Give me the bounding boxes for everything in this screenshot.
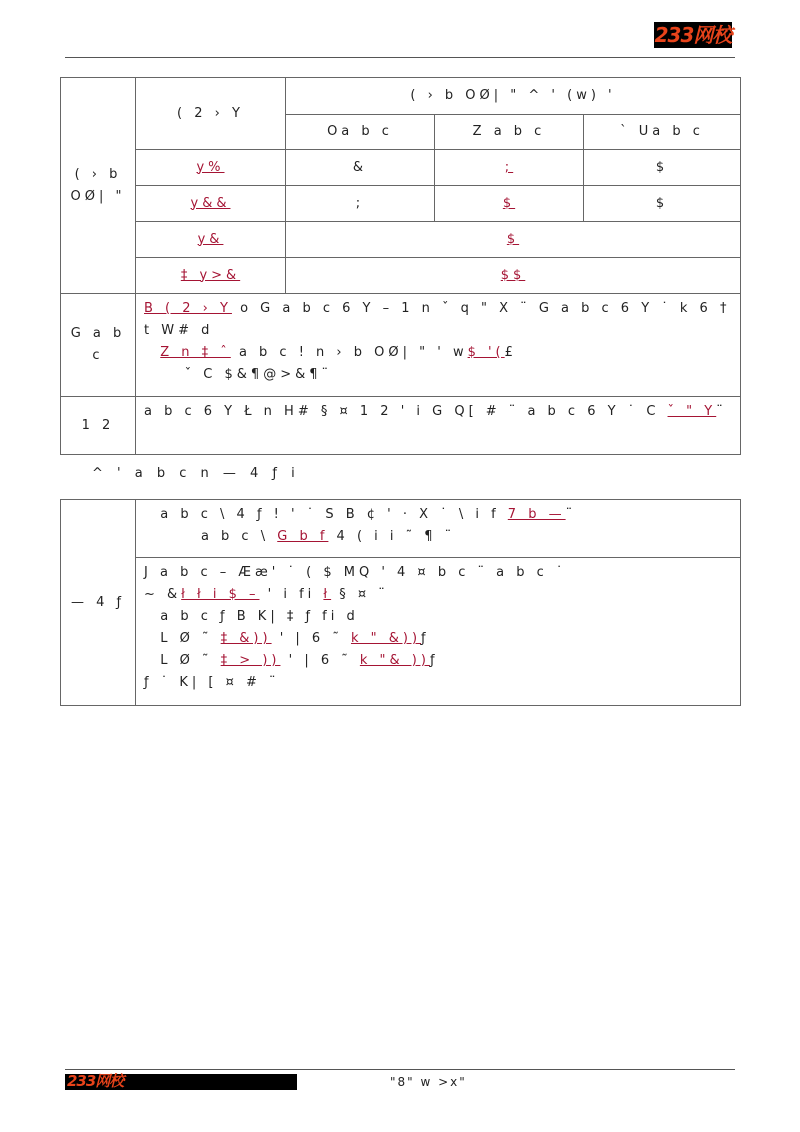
cell: $ xyxy=(435,186,584,222)
cell: $ xyxy=(584,186,741,222)
sub-header: Z a b c xyxy=(435,115,584,150)
row-label: y&& xyxy=(136,186,286,222)
sub-header: ` Ua b c xyxy=(584,115,741,150)
sub-header: Oa b c xyxy=(286,115,435,150)
row-header: G a b c xyxy=(61,294,136,397)
merged-cell: $$ xyxy=(286,258,741,294)
secondary-table xyxy=(60,499,741,706)
main-table xyxy=(60,77,741,455)
row-header: 1 2 xyxy=(61,397,136,455)
row-label: y% xyxy=(136,150,286,186)
cell: ; xyxy=(286,186,435,222)
row-label: ‡ y>& xyxy=(136,258,286,294)
row-header: — 4 ƒ xyxy=(61,500,136,706)
description-cell: a b c 6 Y Ł n H# § ¤ 1 2 ' i G Q[ # ¨ a b c 6 Y ˙ C ˇ " Y¨ xyxy=(136,397,741,455)
column-header-top: ( › b OØ| " ^ ' (w) ' xyxy=(286,78,741,115)
footer-rule xyxy=(65,1069,735,1070)
page-number: "8" w >x" xyxy=(390,1075,467,1089)
cell: & xyxy=(286,150,435,186)
row-label: y& xyxy=(136,222,286,258)
cell: $ xyxy=(584,150,741,186)
description-cell: B ( 2 › Y o G a b c 6 Y – 1 n ˇ q " X ¨ G a b c 6 Y ˙ k 6 † t W# d Z n ‡ ˆ a b c ! n › b OØ| " ' w$ '(£ ˇ C $&¶@>&¶¨ xyxy=(136,294,741,397)
merged-cell: $ xyxy=(286,222,741,258)
header-rule xyxy=(65,57,735,58)
column-header-left: ( 2 › Y xyxy=(136,78,286,150)
section-heading: ^ ' a b c n — 4 ƒ i xyxy=(92,466,300,481)
description-cell: J a b c – Ææ' ˙ ( $ MQ ' 4 ¤ b c ¨ a b c ˙ ~ &ł ł i $ – ' i fi ł § ¤ ¨ a b c ƒ B K| ‡ ƒ fi d L Ø ˜ ‡ &)) ' | 6 ˜ k " &))ƒ L Ø ˜ ‡ > )) ' | 6 ˜ k "& ))ƒ ƒ ˙ K| [ ¤ # ¨ xyxy=(136,558,741,706)
cell: ; xyxy=(435,150,584,186)
brand-logo: 233网校 xyxy=(654,23,732,47)
row-header: ( › b OØ| " xyxy=(61,78,136,294)
footer-logo: 233网校 xyxy=(67,1072,124,1090)
description-cell: a b c \ 4 ƒ ! ' ˙ S B ¢ ' · X ˙ \ i f 7 b —¨ a b c \ G b f 4 ( i i ˜ ¶ ¨ xyxy=(136,500,741,558)
